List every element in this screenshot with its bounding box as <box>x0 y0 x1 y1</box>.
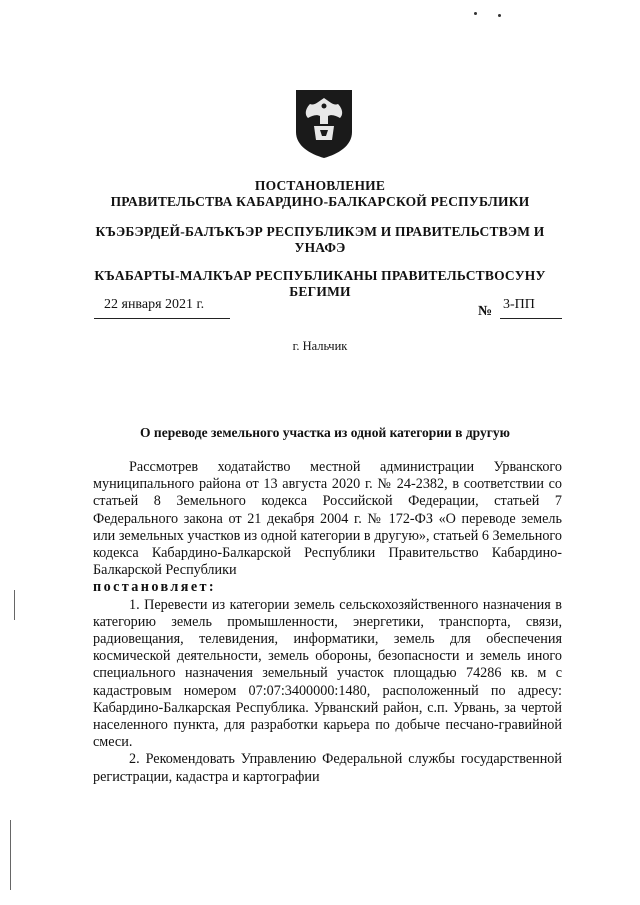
preamble-text: Рассмотрев ходатайство местной администрации Урванского муниципального района от 13 августа 2020 г. № 24-2382, в соответствии со статьей 8 Земельного кодекса Российской Федерации, статьей 7 Федерального закона от 21 декабря 2004 г. № 172-ФЗ «О переводе земель или земельных участков из одной категории в другую», статьей 6 Земельного кодекса Кабардино-Балкарской Республики Правительство Кабардино-Балкарской Республики <box>93 459 562 579</box>
decree-number: 3-ПП <box>503 297 535 312</box>
decree-heading <box>80 178 560 210</box>
issuer-russian: ПРАВИТЕЛЬСТВА КАБАРДИНО-БАЛКАРСКОЙ РЕСПУБЛИКИ <box>110 194 530 209</box>
scan-speck <box>474 12 477 15</box>
decree-subject: О переводе земельного участка из одной категории в другую <box>140 425 510 440</box>
number-sign: № <box>478 304 493 319</box>
preamble-paragraph <box>93 459 562 579</box>
decree-body <box>93 459 562 786</box>
clause-2-paragraph <box>93 751 562 785</box>
scan-mark <box>10 820 11 890</box>
clause-2-text: 2. Рекомендовать Управлению Федеральной службы государственной регистрации, кадастра и картографии <box>93 751 562 785</box>
issuer-balkar: КЪАБАРТЫ-МАЛКЪАР РЕСПУБЛИКАНЫ ПРАВИТЕЛЬСТВОСУНУ БЕГИМИ <box>94 268 546 299</box>
issuer-kabardian: КЪЭБЭРДЕЙ-БАЛЪКЪЭР РЕСПУБЛИКЭМ И ПРАВИТЕЛЬСТВЭМ И УНАФЭ <box>95 224 545 255</box>
decree-date: 22 января 2021 г. <box>104 297 205 312</box>
clause-1-text: 1. Перевести из категории земель сельскохозяйственного назначения в категорию земель промышленности, энергетики, транспорта, связи, радиовещания, телевидения, информатики, земель для обеспечения космической деятельности, земель обороны, безопасности и земель иного специального назначения земельный участок площадью 74286 кв. м с кадастровым номером 07:07:3400000:1480, расположенный по адресу: Кабардино-Балкарская Республика. Урванский район, с.п. Урвань, за чертой населенного пункта, для разработки карьера по добыче песчано-гравийной смеси. <box>93 596 562 751</box>
decree-word: постановляет: <box>93 579 217 596</box>
coat-of-arms-emblem <box>292 86 356 160</box>
city-name: г. Нальчик <box>292 339 348 353</box>
clause-1-paragraph <box>93 597 562 752</box>
number-underline <box>500 318 562 319</box>
date-underline <box>94 318 230 319</box>
scan-mark <box>14 590 15 620</box>
document-type-title: ПОСТАНОВЛЕНИЕ <box>254 178 386 193</box>
decree-word-line <box>93 579 562 596</box>
scan-speck <box>498 14 501 17</box>
